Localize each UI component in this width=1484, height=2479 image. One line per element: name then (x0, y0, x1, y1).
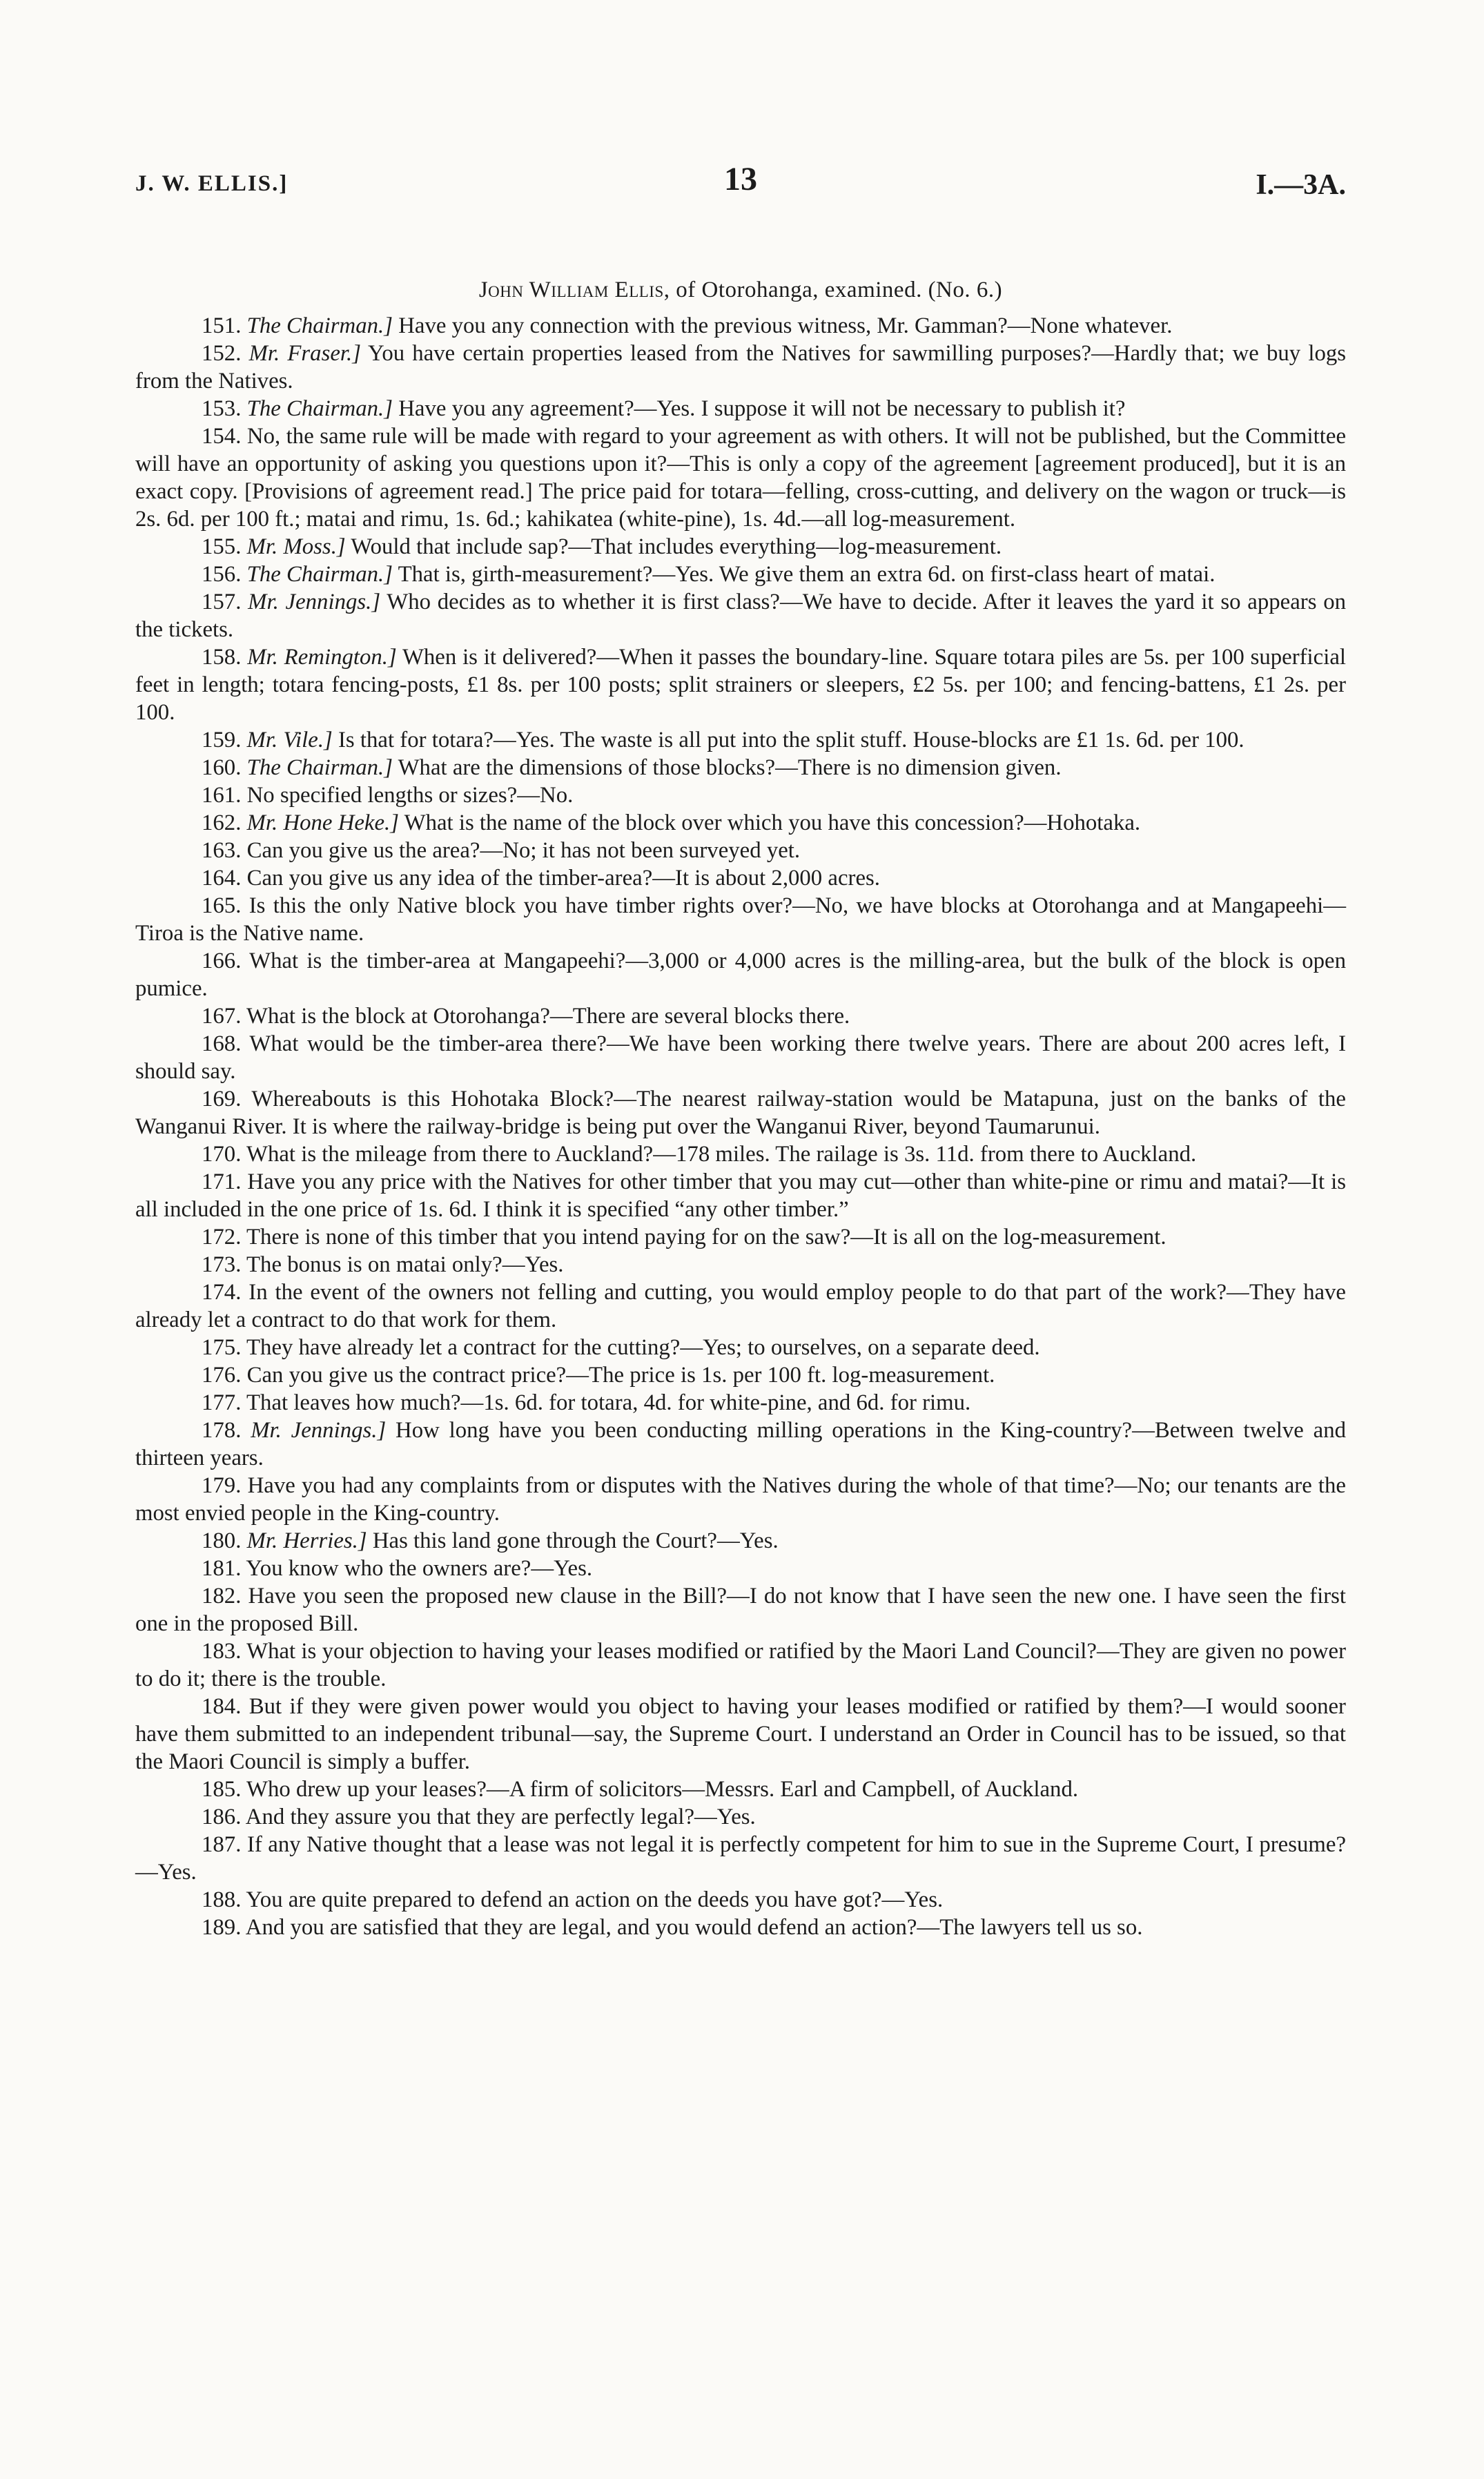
question-paragraph (135, 1693, 1346, 1776)
question-text: That leaves how much?—1s. 6d. for totara, 4d. for white-pine, and 6d. for rimu. (246, 1390, 971, 1415)
question-number: 154. (202, 424, 242, 449)
question-paragraph (135, 1361, 1346, 1389)
speaker-name: The Chairman.] (246, 313, 393, 338)
question-text: Is that for totara?—Yes. The waste is all put into the split stuff. House-blocks are £1 1s. 6d. per 100. (332, 728, 1244, 752)
question-number: 163. (202, 838, 242, 863)
question-number: 164. (202, 866, 242, 891)
question-paragraph (135, 533, 1346, 561)
question-number: 172. (202, 1225, 242, 1250)
question-paragraph (135, 1030, 1346, 1085)
speaker-name: Mr. Jennings.] (251, 1418, 387, 1443)
question-number: 156. (202, 562, 242, 587)
speaker-name: Mr. Fraser.] (248, 341, 361, 366)
evidence-body (135, 312, 1346, 1941)
question-paragraph (135, 588, 1346, 643)
question-number: 165. (202, 893, 242, 918)
question-paragraph (135, 1831, 1346, 1886)
question-text: What would be the timber-area there?—We have been working there twelve years. There are about 200 acres left, I should say. (135, 1031, 1346, 1084)
question-text: They have already let a contract for the cutting?—Yes; to ourselves, on a separate deed. (246, 1335, 1040, 1360)
question-text: You have certain properties leased from the Natives for sawmilling purposes?—Hardly that; we buy logs from the Natives. (135, 341, 1347, 393)
question-number: 178. (202, 1418, 242, 1443)
question-paragraph (135, 754, 1346, 781)
question-paragraph (135, 837, 1346, 864)
question-paragraph (135, 1389, 1346, 1417)
question-number: 171. (202, 1169, 242, 1194)
question-paragraph (135, 1140, 1346, 1168)
question-number: 189. (202, 1915, 242, 1940)
question-paragraph (135, 1279, 1346, 1334)
question-paragraph (135, 340, 1346, 395)
question-number: 157. (202, 590, 242, 614)
question-text: No specified lengths or sizes?—No. (246, 783, 574, 808)
question-paragraph (135, 1223, 1346, 1251)
question-number: 162. (202, 810, 242, 835)
question-text: Who drew up your leases?—A firm of solicitors—Messrs. Earl and Campbell, of Auckland. (246, 1777, 1079, 1802)
question-number: 185. (202, 1777, 242, 1802)
question-paragraph (135, 726, 1346, 754)
question-number: 188. (202, 1887, 242, 1912)
question-paragraph (135, 422, 1346, 533)
question-text: Would that include sap?—That includes everything—log-measurement. (345, 534, 1002, 559)
question-number: 166. (202, 949, 242, 973)
question-text: Who decides as to whether it is first class?—We have to decide. After it leaves the yard it so appears on the tickets. (135, 590, 1346, 642)
page-number: 13 (724, 161, 757, 197)
question-paragraph (135, 1914, 1346, 1941)
question-paragraph (135, 1803, 1346, 1831)
speaker-name: Mr. Jennings.] (248, 590, 381, 614)
question-paragraph (135, 312, 1346, 340)
question-text: Is this the only Native block you have timber rights over?—No, we have blocks at Otorohanga and at Mangapeehi—Tiroa is the Native name. (135, 893, 1347, 946)
question-number: 174. (202, 1280, 242, 1305)
question-paragraph (135, 561, 1346, 588)
question-paragraph (135, 1555, 1346, 1582)
question-paragraph (135, 1582, 1346, 1637)
question-text: Can you give us any idea of the timber-area?—It is about 2,000 acres. (246, 866, 880, 891)
question-number: 173. (202, 1252, 242, 1277)
question-number: 177. (202, 1390, 242, 1415)
question-number: 170. (202, 1142, 242, 1167)
question-number: 180. (202, 1528, 242, 1553)
question-text: In the event of the owners not felling and cutting, you would employ people to do that part of the work?—They have already let a contract to do that work for them. (135, 1280, 1346, 1332)
question-number: 182. (202, 1584, 242, 1608)
question-paragraph (135, 781, 1346, 809)
question-number: 159. (202, 728, 242, 752)
question-paragraph (135, 395, 1346, 422)
question-number: 160. (202, 755, 242, 780)
question-paragraph (135, 1886, 1346, 1914)
speaker-name: The Chairman.] (246, 396, 393, 421)
question-paragraph (135, 809, 1346, 837)
question-paragraph (135, 1002, 1346, 1030)
speaker-name: Mr. Herries.] (246, 1528, 367, 1553)
speaker-name: Mr. Hone Heke.] (246, 810, 400, 835)
question-text: No, the same rule will be made with regard to your agreement as with others. It will not be published, but the Committee will have an opportunity of asking you questions upon it?—This is only a copy of the agreement [agreement produced], but it is an exact copy. [Provisions of agreement read.] The price paid for totara—felling, cross-cutting, and delivery on the wagon or truck—is 2s. 6d. per 100 ft.; matai and rimu, 1s. 6d.; kahikatea (white-pine), 1s. 4d.—all log-measurement. (135, 424, 1347, 532)
question-number: 158. (202, 645, 242, 670)
running-header (135, 160, 1346, 208)
question-text: What is the timber-area at Mangapeehi?—3,000 or 4,000 acres is the milling-area, but the bulk of the block is open pumice. (135, 949, 1347, 1001)
question-paragraph (135, 864, 1346, 892)
header-witness-name: J. W. ELLIS.] (135, 171, 289, 196)
question-text: Has this land gone through the Court?—Yes. (367, 1528, 779, 1553)
question-number: 187. (202, 1832, 242, 1857)
question-text: And they assure you that they are perfectly legal?—Yes. (245, 1805, 756, 1829)
question-paragraph (135, 1527, 1346, 1555)
question-text: That is, girth-measurement?—Yes. We give them an extra 6d. on first-class heart of matai. (393, 562, 1215, 587)
question-text: How long have you been conducting milling operations in the King-country?—Between twelve and thirteen years. (135, 1418, 1346, 1470)
question-paragraph (135, 1472, 1346, 1527)
question-number: 167. (202, 1004, 242, 1029)
question-text: But if they were given power would you object to having your leases modified or ratified by them?—I would sooner have them submitted to an independent tribunal—say, the Supreme Court. I understand an Order in Council has to be issued, so that the Maori Council is simply a buffer. (135, 1694, 1346, 1774)
question-paragraph (135, 1085, 1346, 1140)
header-paper-reference: I.—3A. (1256, 169, 1346, 201)
question-number: 176. (202, 1363, 242, 1388)
speaker-name: The Chairman.] (246, 562, 393, 587)
question-text: You are quite prepared to defend an action on the deeds you have got?—Yes. (246, 1887, 944, 1912)
question-text: What is the name of the block over which you have this concession?—Hohotaka. (399, 810, 1141, 835)
question-paragraph (135, 1168, 1346, 1223)
witness-heading-rest: , of Otorohanga, examined. (No. 6.) (663, 278, 1003, 302)
question-number: 181. (202, 1556, 242, 1581)
speaker-name: Mr. Vile.] (246, 728, 333, 752)
speaker-name: Mr. Remington.] (247, 645, 397, 670)
question-paragraph (135, 1417, 1346, 1472)
question-number: 151. (202, 313, 242, 338)
question-number: 153. (202, 396, 242, 421)
question-text: You know who the owners are?—Yes. (246, 1556, 593, 1581)
question-paragraph (135, 643, 1346, 726)
question-paragraph (135, 1776, 1346, 1803)
question-number: 152. (202, 341, 242, 366)
question-paragraph (135, 947, 1346, 1002)
question-number: 168. (202, 1031, 242, 1056)
question-text: If any Native thought that a lease was not legal it is perfectly competent for him to sue in the Supreme Court, I presume?—Yes. (135, 1832, 1346, 1885)
question-number: 155. (202, 534, 242, 559)
question-text: Have you seen the proposed new clause in the Bill?—I do not know that I have seen the new one. I have seen the first one in the proposed Bill. (135, 1584, 1346, 1636)
question-text: Whereabouts is this Hohotaka Block?—The nearest railway-station would be Matapuna, just on the banks of the Wanganui River. It is where the railway-bridge is being put over the Wanganui River, beyond Taumarunui. (135, 1087, 1346, 1139)
question-text: There is none of this timber that you intend paying for on the saw?—It is all on the log-measurement. (246, 1225, 1166, 1250)
question-text: And you are satisfied that they are legal, and you would defend an action?—The lawyers tell us so. (245, 1915, 1143, 1940)
question-paragraph (135, 1251, 1346, 1279)
question-paragraph (135, 1334, 1346, 1361)
question-paragraph (135, 892, 1346, 947)
question-text: Have you any price with the Natives for other timber that you may cut—other than white-pine or rimu and matai?—It is all included in the one price of 1s. 6d. I think it is specified “any other timber.” (135, 1169, 1346, 1222)
question-text: Can you give us the contract price?—The price is 1s. per 100 ft. log-measurement. (246, 1363, 995, 1388)
question-text: Have you any connection with the previous witness, Mr. Gamman?—None whatever. (393, 313, 1173, 338)
speaker-name: Mr. Moss.] (246, 534, 346, 559)
question-number: 184. (202, 1694, 242, 1719)
question-number: 161. (202, 783, 242, 808)
question-text: When is it delivered?—When it passes the boundary-line. Square totara piles are 5s. per 100 superficial feet in length; totara fencing-posts, £1 8s. per 100 posts; split strainers or sleepers, £2 5s. per 100; and fencing-battens, £1 2s. per 100. (135, 645, 1346, 725)
witness-heading (135, 278, 1346, 303)
question-text: What are the dimensions of those blocks?—There is no dimension given. (393, 755, 1062, 780)
question-text: Have you any agreement?—Yes. I suppose it will not be necessary to publish it? (393, 396, 1126, 421)
question-number: 183. (202, 1639, 242, 1664)
question-number: 179. (202, 1473, 242, 1498)
question-text: What is the block at Otorohanga?—There are several blocks there. (246, 1004, 850, 1029)
question-number: 169. (202, 1087, 242, 1111)
question-paragraph (135, 1637, 1346, 1693)
question-text: Can you give us the area?—No; it has not been surveyed yet. (246, 838, 801, 863)
question-text: The bonus is on matai only?—Yes. (246, 1252, 564, 1277)
question-text: What is the mileage from there to Auckland?—178 miles. The railage is 3s. 11d. from there to Auckland. (246, 1142, 1197, 1167)
question-text: What is your objection to having your leases modified or ratified by the Maori Land Council?—They are given no power to do it; there is the trouble. (135, 1639, 1346, 1691)
question-number: 186. (202, 1805, 242, 1829)
witness-name: John William Ellis (478, 278, 664, 302)
question-number: 175. (202, 1335, 242, 1360)
question-text: Have you had any complaints from or disputes with the Natives during the whole of that time?—No; our tenants are the most envied people in the King-country. (135, 1473, 1346, 1526)
speaker-name: The Chairman.] (246, 755, 393, 780)
